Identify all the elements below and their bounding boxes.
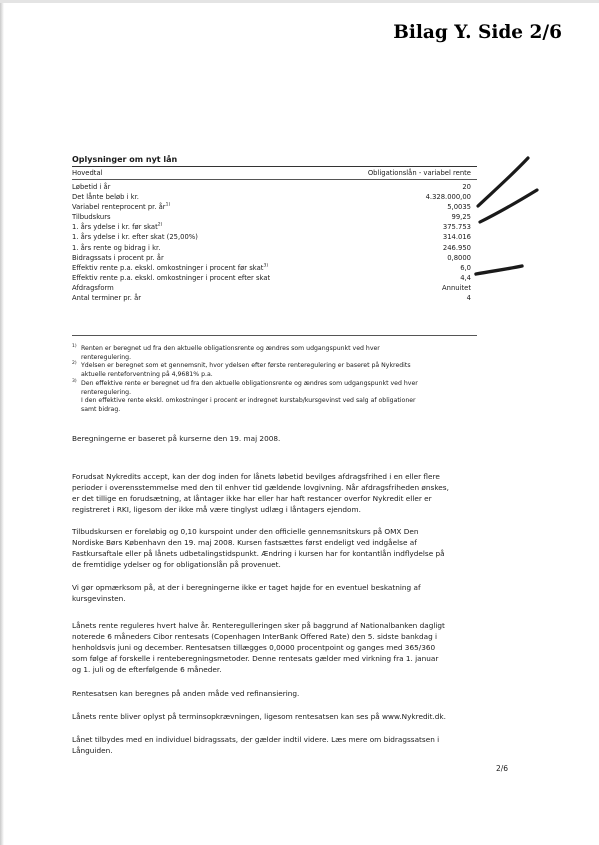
paragraph-line: Lånets rente bliver oplyst på terminsopkrævningen, ligesom rentesatsen kan ses på www.Nykredit.dk. — [72, 712, 446, 721]
row-label-text: 1. års ydelse i kr. efter skat (25,00%) — [72, 233, 198, 242]
paragraph-line: Lånet tilbydes med en individuel bidragssats, der gælder indtil videre. Læs mere om bidragssatsen i — [72, 735, 440, 744]
footnote-line: aktuelle renteforventning på 4,9681% p.a. — [81, 371, 213, 379]
paragraph-line: perioder i overensstemmelse med den til enhver tid gældende lovgivning. Når afdragsfriheden ønskes, — [72, 483, 449, 493]
paragraph-line: noterede 6 måneders Cibor rentesats (Copenhagen InterBank Offered Rate) den 5. sidste bankdag i — [72, 632, 438, 642]
row-label-text: Afdragsform — [72, 283, 114, 292]
row-value: 20 — [462, 183, 471, 191]
paragraph-line: Rentesatsen kan beregnes på anden måde ved refinansiering. — [72, 689, 300, 698]
table-header-label: Hovedtal — [72, 169, 103, 177]
row-value: 99,25 — [451, 213, 471, 222]
row-value: 4.328.000,00 — [425, 193, 471, 202]
paragraph-line: Fastkursaftale eller på lånets udbetalingstidspunkt. Ændring i kursen har for kontantlån indflydelse på — [72, 549, 445, 559]
pen-stroke-3 — [476, 266, 522, 274]
row-label-text: 1. års rente og bidrag i kr. — [72, 243, 161, 252]
paragraph-line: Vi gør opmærksom på, at der i beregningerne ikke er taget højde for en eventuel beskatning af — [72, 583, 421, 592]
paragraph-line: som følge af forskelle i renteberegningsmetoder. Denne rentesats gælder med virkning fra 1. januar — [72, 654, 439, 664]
paragraph-line: Beregningerne er baseret på kurserne den 19. maj 2008. — [72, 434, 281, 443]
paragraph-line: er det tillige en forudsætning, at låntager ikke har eller har haft restancer overfor Nykredit eller er — [72, 494, 432, 504]
footnote-number: 2) — [72, 361, 77, 367]
footnote-line: renteregulering. — [81, 353, 132, 361]
section-title: Oplysninger om nyt lån — [72, 155, 178, 164]
paragraph-line: og 1. juli og de efterfølgende 6 måneder. — [72, 665, 222, 675]
row-label-text: Variabel renteprocent pr. år — [72, 203, 166, 212]
row-value: 6,0 — [460, 263, 471, 272]
footnote-number: 1) — [72, 344, 77, 349]
paragraph-line: Tilbudskursen er foreløbig og 0,10 kurspoint under den officielle gennemsnitskurs på OMX Den — [72, 527, 419, 536]
footnote-line: renteregulering. — [81, 388, 132, 396]
footnote-line: Den effektive rente er beregnet ud fra den aktuelle obligationsrente og ændres som udgangspunkt ved hver — [81, 379, 418, 387]
row-label-text: Effektiv rente p.a. ekskl. omkostninger i procent før skat — [72, 263, 264, 272]
paragraph-line: Lånets rente reguleres hvert halve år. Renteregulleringen sker på baggrund af Nationalbanken dagligt — [72, 621, 445, 630]
footnote-ref: 2) — [157, 223, 163, 229]
footnote-line: I den effektive rente ekskl. omkostninger i procent er indregnet kurstab/kursgevinst ved salg af obligationer — [81, 397, 416, 405]
row-value: 246.950 — [442, 243, 471, 252]
row-label-text: 1. års ydelse i kr. før skat — [72, 223, 158, 232]
paragraph-line: Långuiden. — [72, 746, 113, 756]
footnote-number: 3) — [72, 378, 77, 384]
row-label-text: Effektiv rente p.a. ekskl. omkostninger i procent efter skat — [72, 273, 271, 282]
row-value: Annuitet — [442, 283, 471, 292]
footnote-line: samt bidrag. — [81, 405, 121, 413]
row-value: 314.016 — [442, 233, 471, 242]
row-label-text: Bidragssats i procent pr. år — [72, 253, 164, 262]
paragraph-line: henholdsvis juni og december. Rentesatsen tillægges 0,0000 procentpoint og ganges med 365/360 — [72, 643, 436, 653]
row-value: 0,8000 — [447, 253, 471, 262]
row-value: 4,4 — [460, 273, 471, 282]
footnote-ref: 3) — [263, 263, 269, 269]
footnote-line: Renten er beregnet ud fra den aktuelle obligationsrente og ændres som udgangspunkt ved hver — [81, 345, 380, 352]
page-number: 2/6 — [496, 764, 509, 773]
paragraph-line: kursgevinsten. — [72, 594, 126, 604]
paragraph-line: Forudsat Nykredits accept, kan der dog inden for lånets løbetid bevilges afdragsfrihed i en eller flere — [72, 472, 440, 481]
paragraph-line: de fremtidige ydelser og for obligationslån på provenuet. — [72, 560, 281, 570]
row-label-text: Tilbudskurs — [72, 213, 111, 222]
row-label-text: Løbetid i år — [72, 183, 111, 191]
row-label-text: Antal terminer pr. år — [72, 294, 142, 303]
bilag-page-label: Bilag Y. Side 2/6 — [393, 22, 562, 43]
row-value: 4 — [466, 294, 471, 303]
paragraph-line: registreret i RKI, ligesom der ikke må være tinglyst udlæg i låntagers ejendom. — [72, 505, 361, 515]
table-header-value: Obligationslån - variabel rente — [367, 169, 471, 177]
row-label-text: Det lånte beløb i kr. — [72, 193, 139, 202]
row-value: 375.753 — [442, 223, 471, 232]
row-value: 5,0035 — [447, 203, 471, 212]
footnote-line: Ydelsen er beregnet som et gennemsnit, hvor ydelsen efter første renteregulering er baseret på Nykredits — [81, 362, 411, 370]
footnote-ref: 1) — [165, 202, 171, 208]
paragraph-line: Nordiske Børs København den 19. maj 2008. Kursen fastsættes først endeligt ved indgåelse af — [72, 538, 417, 548]
